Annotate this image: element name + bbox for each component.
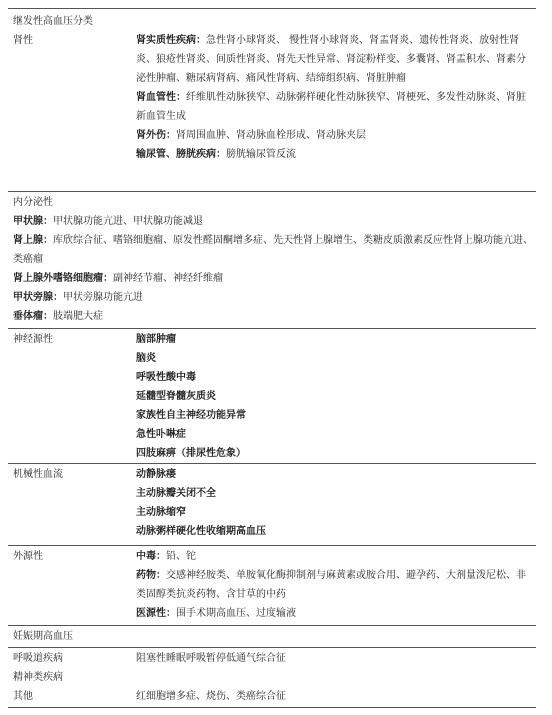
renal-entry-trauma bbox=[136, 126, 534, 145]
section-rule bbox=[8, 191, 536, 192]
row-label-renal: 肾性 bbox=[13, 35, 33, 46]
table-top-rule bbox=[8, 8, 536, 9]
entry-text: 铅、铊 bbox=[166, 551, 196, 562]
entry-term: 肾上腺外嗜铬细胞瘤： bbox=[13, 273, 113, 284]
list-item: 呼吸性酸中毒 bbox=[136, 372, 196, 383]
renal-entry-parenchymal bbox=[136, 31, 534, 88]
list-item: 四肢麻痹（排尿性危象） bbox=[136, 448, 246, 459]
entry-term: 肾外伤： bbox=[136, 130, 176, 141]
row-label-psychiatric: 精神类疾病 bbox=[13, 672, 63, 683]
entry-term: 医源性： bbox=[136, 608, 176, 619]
entry-term: 药物： bbox=[136, 570, 166, 581]
entry-text: 纤维肌性动脉狭窄、动脉粥样硬化性动脉狭窄、肾梗死、多发性动脉炎、肾脏新血管生成 bbox=[136, 92, 526, 122]
entry-text: 库欣综合征、嗜铬细胞瘤、原发性醛固酮增多症、先天性肾上腺增生、类糖皮质激素反应性肾上腺功能亢进、类癌瘤 bbox=[13, 235, 533, 265]
section-rule bbox=[8, 545, 536, 546]
section-rule bbox=[8, 625, 536, 626]
mechanical-entries bbox=[136, 465, 534, 541]
entry-term: 肾实质性疾病： bbox=[136, 35, 206, 46]
endocrine-entry-parathyroid bbox=[13, 288, 533, 307]
list-item: 脑部肿瘤 bbox=[136, 334, 176, 345]
list-item: 急性卟啉症 bbox=[136, 429, 186, 440]
table-bottom-rule bbox=[8, 707, 536, 708]
endocrine-entry-adrenal bbox=[13, 231, 533, 269]
entry-term: 垂体瘤： bbox=[13, 311, 53, 322]
endocrine-entry-extra-adrenal bbox=[13, 269, 533, 288]
section-rule bbox=[8, 328, 536, 329]
entry-text: 副神经节瘤、神经纤维瘤 bbox=[113, 273, 223, 284]
entry-text: 甲状腺功能亢进、甲状腺功能减退 bbox=[53, 216, 203, 227]
endocrine-entry-pituitary bbox=[13, 307, 533, 326]
neurogenic-entries bbox=[136, 330, 534, 463]
list-item: 动静脉瘘 bbox=[136, 469, 176, 480]
row-label-respiratory: 呼吸道疾病 bbox=[13, 653, 63, 664]
entry-term: 输尿管、膀胱疾病： bbox=[136, 149, 226, 160]
row-label-pregnancy: 妊娠期高血压 bbox=[13, 631, 73, 642]
row-label-mechanical: 机械性血流 bbox=[13, 469, 63, 480]
entry-term: 甲状腺： bbox=[13, 216, 53, 227]
entry-term: 中毒： bbox=[136, 551, 166, 562]
row-label-exogenous: 外源性 bbox=[13, 551, 43, 562]
entry-term: 肾上腺： bbox=[13, 235, 53, 246]
row-label-endocrine: 内分泌性 bbox=[13, 197, 53, 208]
row-label-neurogenic: 神经源性 bbox=[13, 334, 53, 345]
respiratory-entry: 阻塞性睡眠呼吸暂停低通气综合征 bbox=[136, 653, 286, 664]
entry-text: 急性肾小球肾炎、 慢性肾小球肾炎、肾盂肾炎、遗传性肾炎、放射性肾炎、狼疮性肾炎、间质性肾炎、肾先天性异常、肾淀粉样变、多囊肾、肾盂积水、肾素分泌性肿瘤、糖尿病肾病、痛风性肾病、结缔组织病、肾脏肿瘤 bbox=[136, 35, 526, 84]
entry-text: 膀胱输尿管反流 bbox=[226, 149, 296, 160]
entry-text: 交感神经胺类、单胺氧化酶抑制剂与麻黄素或胺合用、避孕药、大剂量泼尼松、非类固醇类抗炎药物、含甘草的中药 bbox=[136, 570, 526, 600]
section-rule bbox=[8, 463, 536, 464]
renal-entry-vascular bbox=[136, 88, 534, 126]
entry-text: 肾周围血肿、肾动脉血栓形成、肾动脉夹层 bbox=[176, 130, 366, 141]
other-entry: 红细胞增多症、烧伤、类癌综合征 bbox=[136, 691, 286, 702]
entry-term: 甲状旁腺： bbox=[13, 292, 63, 303]
entry-text: 肢端肥大症 bbox=[53, 311, 103, 322]
row-label-other: 其他 bbox=[13, 691, 33, 702]
endocrine-entries bbox=[13, 212, 533, 326]
exogenous-entry-poison bbox=[136, 547, 534, 566]
renal-entry-ureter bbox=[136, 145, 534, 164]
list-item: 主动脉瓣关闭不全 bbox=[136, 488, 216, 499]
list-item: 主动脉缩窄 bbox=[136, 507, 186, 518]
table-heading: 继发性高血压分类 bbox=[13, 16, 93, 27]
exogenous-entry-iatrogenic bbox=[136, 604, 534, 623]
exogenous-entry-drugs bbox=[136, 566, 534, 604]
renal-entries bbox=[136, 31, 534, 164]
list-item: 延髓型脊髓灰质炎 bbox=[136, 391, 216, 402]
section-rule bbox=[8, 647, 536, 648]
entry-text: 围手术期高血压、过度输液 bbox=[176, 608, 296, 619]
entry-term: 肾血管性： bbox=[136, 92, 186, 103]
endocrine-entry-thyroid bbox=[13, 212, 533, 231]
list-item: 动脉粥样硬化性收缩期高血压 bbox=[136, 526, 266, 537]
list-item: 家族性自主神经功能异常 bbox=[136, 410, 246, 421]
entry-text: 甲状旁腺功能亢进 bbox=[63, 292, 143, 303]
exogenous-entries bbox=[136, 547, 534, 623]
list-item: 脑炎 bbox=[136, 353, 156, 364]
